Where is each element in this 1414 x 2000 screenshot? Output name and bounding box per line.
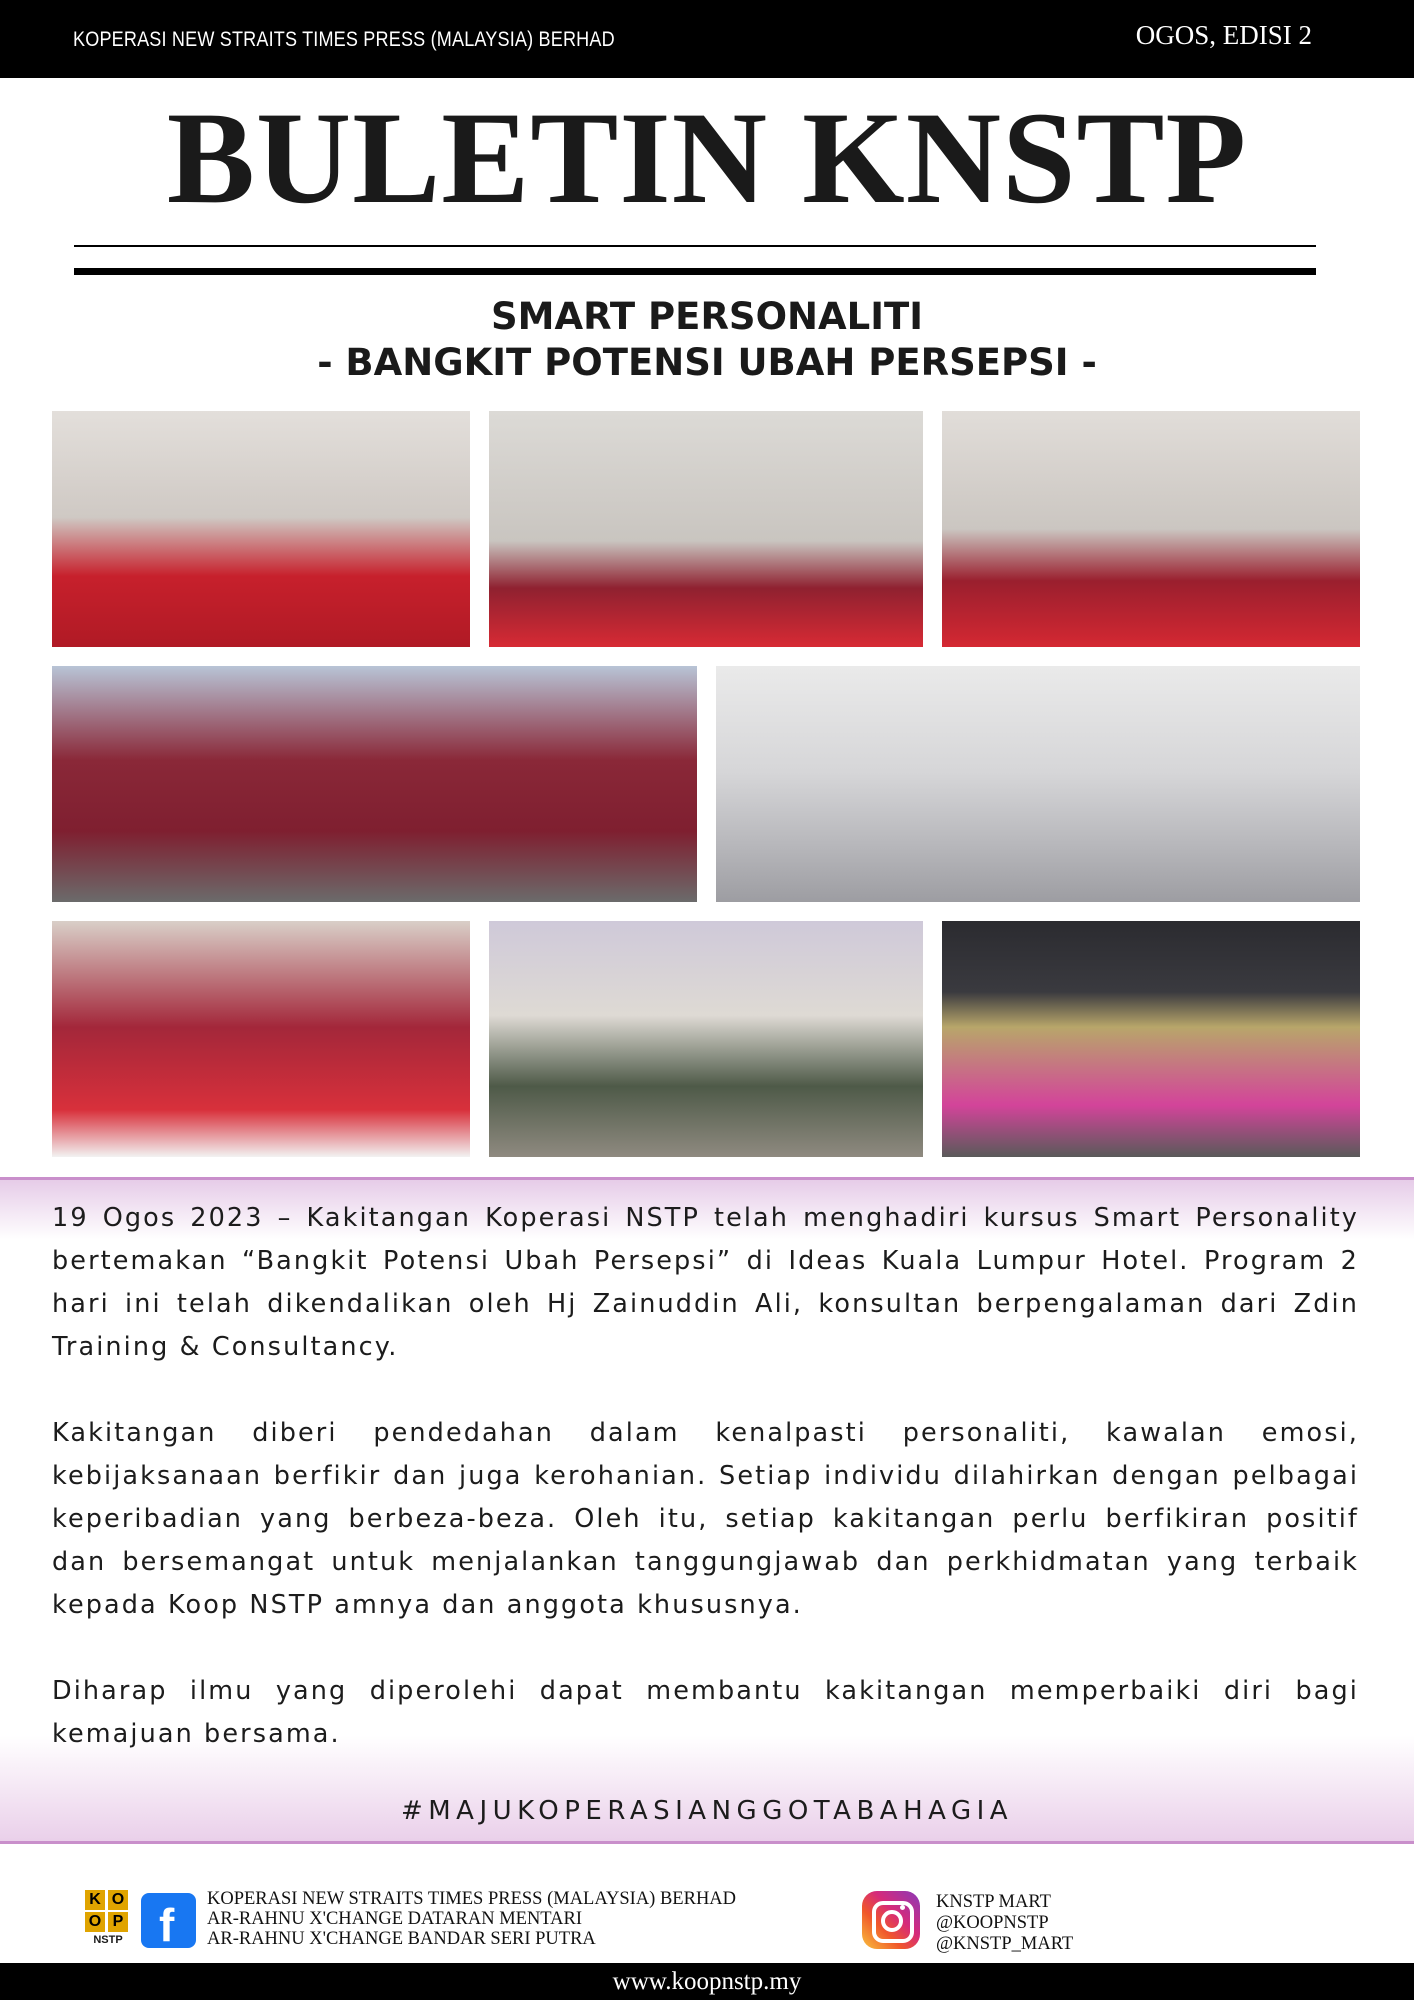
facebook-icon[interactable]: f bbox=[141, 1893, 196, 1948]
masthead-thin-rule bbox=[74, 245, 1316, 247]
instagram-icon[interactable] bbox=[862, 1891, 920, 1949]
hashtag: #MAJUKOPERASIANGGOTABAHAGIA bbox=[400, 1796, 1014, 1826]
header-edition: OGOS, EDISI 2 bbox=[1135, 20, 1312, 50]
facebook-page-1: KOPERASI NEW STRAITS TIMES PRESS (MALAYSIA) BERHAD bbox=[207, 1889, 737, 1909]
headline-line-2: - BANGKIT POTENSI UBAH PERSEPSI - bbox=[317, 341, 1097, 384]
top-banner bbox=[0, 0, 1414, 78]
photo-group-portrait bbox=[52, 666, 697, 902]
facebook-page-2: AR-RAHNU X'CHANGE DATARAN MENTARI bbox=[207, 1909, 582, 1929]
article-paragraph-2: Kakitangan diberi pendedahan dalam kenalpasti personaliti, kawalan emosi, kebijaksanaan berfikir dan juga kerohanian. Setiap individu dilahirkan dengan pelbagai keperibadian yang berbeza-beza. Oleh itu, setiap kakitangan perlu berfikiran positif dan bersemangat untuk menjalankan tanggungjawab dan perkhidmatan yang terbaik kepada Koop NSTP amnya dan anggota khususnya. bbox=[52, 1418, 1359, 1620]
facebook-pages bbox=[207, 1889, 736, 1949]
photo-team-presentation bbox=[942, 411, 1360, 647]
photo-group-discussion bbox=[52, 411, 470, 647]
article-paragraph-1: 19 Ogos 2023 – Kakitangan Koperasi NSTP telah menghadiri kursus Smart Personality bertemakan “Bangkit Potensi Ubah Persepsi” di Ideas Kuala Lumpur Hotel. Program 2 hari ini telah dikendalikan oleh Hj Zainuddin Ali, konsultan berpengalaman dari Zdin Training & Consultancy. bbox=[52, 1203, 1359, 1362]
article-paragraph-3: Diharap ilmu yang diperolehi dapat membantu kakitangan memperbaiki diri bagi kemajuan bersama. bbox=[52, 1676, 1359, 1749]
article-headline bbox=[0, 294, 1414, 386]
instagram-account-1: KNSTP MART bbox=[936, 1892, 1051, 1912]
headline-line-1: SMART PERSONALITI bbox=[491, 295, 923, 338]
photo-flipchart-presentation bbox=[489, 411, 923, 647]
photo-hotel-entrance bbox=[942, 921, 1360, 1157]
masthead-thick-rule bbox=[74, 268, 1316, 275]
masthead-title: BULETIN KNSTP bbox=[166, 84, 1248, 231]
koop-nstp-logo: K O O P NSTP bbox=[85, 1890, 131, 1948]
instagram-account-3: @KNSTP_MART bbox=[936, 1934, 1074, 1954]
website-link[interactable]: www.koopnstp.my bbox=[0, 1963, 1414, 2000]
instagram-accounts bbox=[936, 1892, 1073, 1955]
facebook-page-3: AR-RAHNU X'CHANGE BANDAR SERI PUTRA bbox=[207, 1929, 596, 1949]
header-organization: KOPERASI NEW STRAITS TIMES PRESS (MALAYSIA) BERHAD bbox=[73, 28, 615, 51]
photo-token-handover bbox=[489, 921, 923, 1157]
instagram-account-2: @KOOPNSTP bbox=[936, 1913, 1049, 1933]
photo-classroom-session bbox=[716, 666, 1360, 902]
photo-table-activity bbox=[52, 921, 470, 1157]
